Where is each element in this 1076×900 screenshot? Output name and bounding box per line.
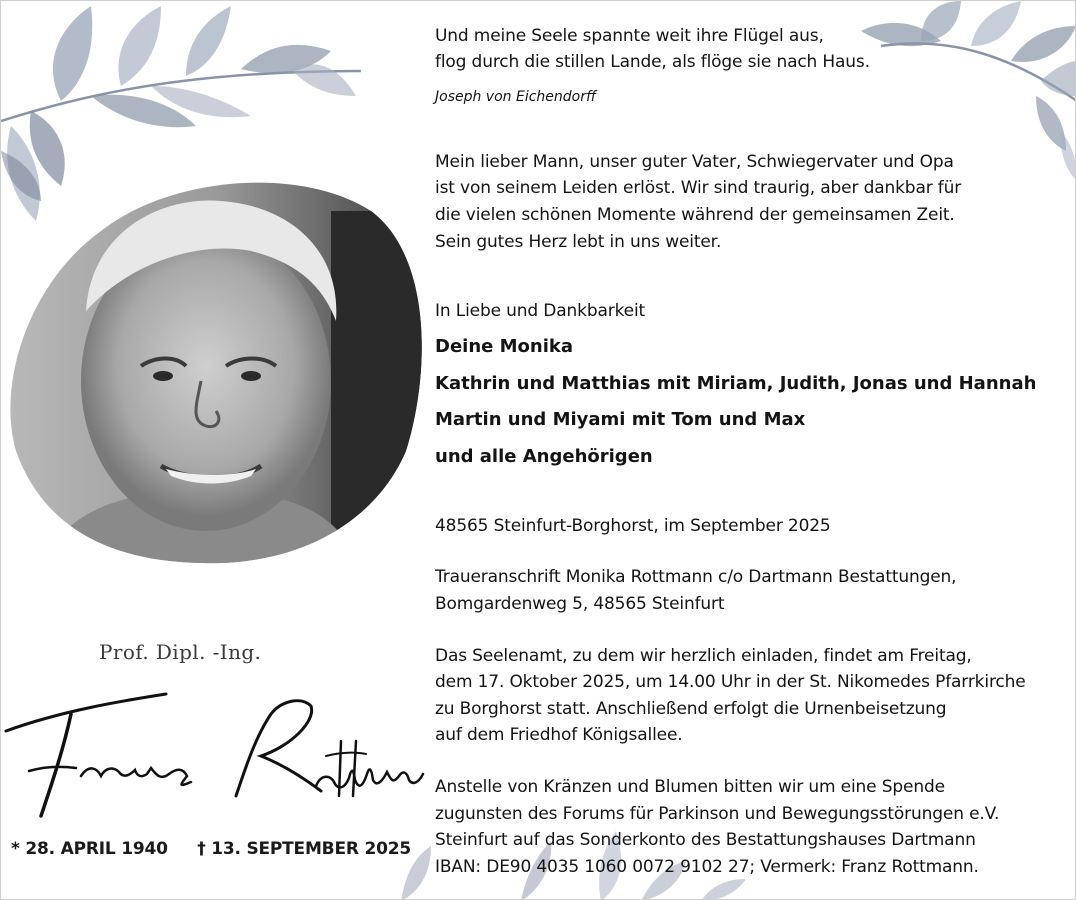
address-line: Traueranschrift Monika Rottmann c/o Dartmann Bestattungen, bbox=[435, 567, 957, 587]
life-dates bbox=[11, 839, 411, 859]
deceased-name-text bbox=[1, 801, 9, 802]
place-date: 48565 Steinfurt-Borghorst, im September 2025 bbox=[435, 516, 831, 536]
portrait-photo bbox=[1, 171, 431, 571]
academic-title: Prof. Dipl. -Ing. bbox=[99, 640, 262, 664]
message-line: Mein lieber Mann, unser guter Vater, Schwiegervater und Opa bbox=[435, 152, 954, 172]
message-line: Sein gutes Herz lebt in uns weiter. bbox=[435, 232, 722, 252]
signature-name bbox=[1, 676, 431, 831]
quote-line: Und meine Seele spannte weit ihre Flügel aus, bbox=[435, 26, 824, 46]
death-date: † 13. SEPTEMBER 2025 bbox=[197, 839, 411, 859]
service-line: dem 17. Oktober 2025, um 14.00 Uhr in der St. Nikomedes Pfarrkirche bbox=[435, 672, 1026, 692]
quote-line: flog durch die stillen Lande, als flöge sie nach Haus. bbox=[435, 52, 870, 72]
service-line: zu Borghorst statt. Anschließend erfolgt die Urnenbeisetzung bbox=[435, 699, 947, 719]
donation-line: Anstelle von Kränzen und Blumen bitten wir um eine Spende bbox=[435, 777, 945, 797]
message-line: ist von seinem Leiden erlöst. Wir sind traurig, aber dankbar für bbox=[435, 178, 962, 198]
mourner-name: Deine Monika bbox=[435, 336, 573, 357]
mourner-name: Kathrin und Matthias mit Miriam, Judith, Jonas und Hannah bbox=[435, 373, 1037, 394]
service-line: Das Seelenamt, zu dem wir herzlich einladen, findet am Freitag, bbox=[435, 646, 972, 666]
mourners-intro: In Liebe und Dankbarkeit bbox=[435, 301, 646, 321]
donation-line: Steinfurt auf das Sonderkonto des Bestattungshauses Dartmann bbox=[435, 830, 976, 850]
address-line: Bomgardenweg 5, 48565 Steinfurt bbox=[435, 594, 725, 614]
mourner-name: und alle Angehörigen bbox=[435, 446, 653, 467]
birth-date: * 28. APRIL 1940 bbox=[11, 839, 168, 859]
quote-author: Joseph von Eichendorff bbox=[435, 89, 597, 105]
service-line: auf dem Friedhof Königsallee. bbox=[435, 725, 683, 745]
message-line: die vielen schönen Momente während der gemeinsamen Zeit. bbox=[435, 205, 955, 225]
donation-line: IBAN: DE90 4035 1060 0072 9102 27; Vermerk: Franz Rottmann. bbox=[435, 857, 979, 877]
mourner-name: Martin und Miyami mit Tom und Max bbox=[435, 409, 806, 430]
donation-line: zugunsten des Forums für Parkinson und Bewegungsstörungen e.V. bbox=[435, 804, 1000, 824]
